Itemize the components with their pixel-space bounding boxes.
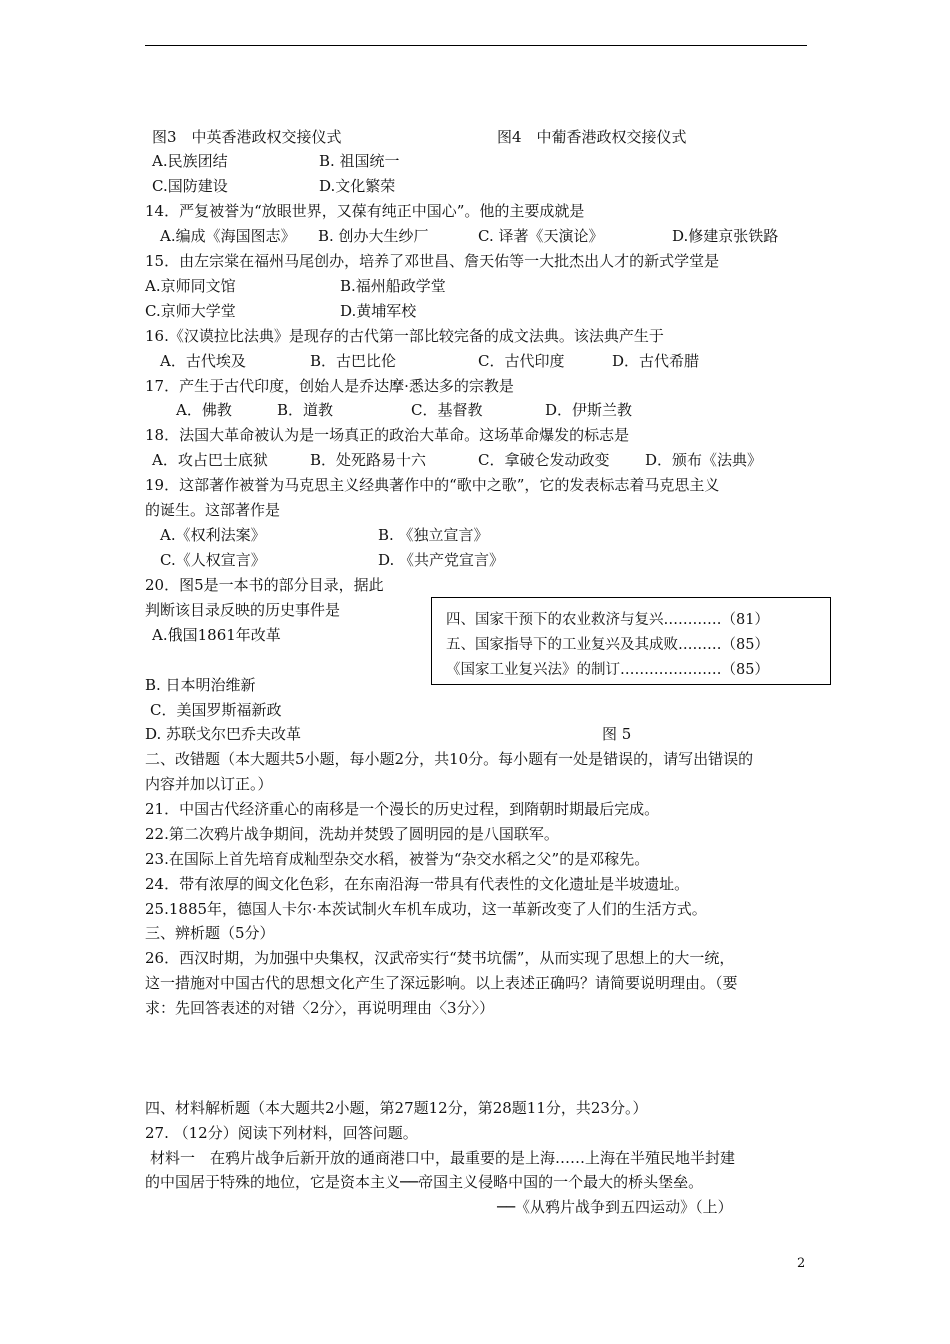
q15-option-a: A.京师同文馆: [145, 277, 236, 295]
q13-option-a: A.民族团结: [152, 152, 228, 170]
q13-option-d: D.文化繁荣: [319, 177, 396, 195]
header-rule: [145, 45, 807, 46]
q19-stem-line1: 19．这部著作被誉为马克思主义经典著作中的“歌中之歌”，它的发表标志着马克思主义: [145, 476, 720, 494]
q18-option-d: D．颁布《法典》: [645, 451, 763, 469]
section2-heading-line1: 二、改错题（本大题共5小题，每小题2分，共10分。每小题有一处是错误的，请写出错误的: [145, 750, 754, 768]
q20-option-b: B. 日本明治维新: [145, 676, 256, 694]
q15-option-d: D.黄埔军校: [340, 302, 417, 320]
toc-entry: 《国家工业复兴法》的制订…………………（85）: [446, 662, 769, 678]
fig4-caption: 图4 中葡香港政权交接仪式: [497, 128, 687, 146]
q18-stem: 18．法国大革命被认为是一场真正的政治大革命。这场革命爆发的标志是: [145, 426, 630, 444]
q14-option-c: C. 译著《天演论》: [478, 227, 604, 245]
q17-option-c: C．基督教: [411, 401, 483, 419]
q19-option-a: A.《权利法案》: [160, 526, 266, 544]
q17-option-b: B．道教: [277, 401, 334, 419]
q16-stem: 16.《汉谟拉比法典》是现存的古代第一部比较完备的成文法典。该法典产生于: [145, 327, 664, 345]
q16-option-a: A．古代埃及: [160, 352, 246, 370]
page-number: 2: [797, 1256, 806, 1271]
q20-stem-line2: 判断该目录反映的历史事件是: [145, 601, 341, 619]
q20-option-a: A.俄国1861年改革: [152, 626, 281, 644]
q15-option-b: B.福州船政学堂: [340, 277, 446, 295]
q26-line1: 26．西汉时期，为加强中央集权，汉武帝实行“焚书坑儒”，从而实现了思想上的大一统，: [145, 949, 735, 967]
material1-line1: 材料一 在鸦片战争后新开放的通商港口中，最重要的是上海……上海在半殖民地半封建: [150, 1149, 736, 1167]
q13-option-b: B. 祖国统一: [319, 152, 400, 170]
q26-line3: 求：先回答表述的对错〈2分〉，再说明理由〈3分〉）: [145, 999, 495, 1017]
q15-stem: 15．由左宗棠在福州马尾创办，培养了邓世昌、詹天佑等一大批杰出人才的新式学堂是: [145, 252, 720, 270]
toc-entry: 五、国家指导下的工业复兴及其成败………（85）: [446, 637, 769, 653]
q16-option-d: D．古代希腊: [612, 352, 700, 370]
q18-option-a: A．攻占巴士底狱: [152, 451, 268, 469]
material1-source: ──《从鸦片战争到五四运动》（上）: [497, 1198, 733, 1216]
q14-option-a: A.编成《海国图志》: [160, 227, 296, 245]
q15-option-c: C.京师大学堂: [145, 302, 236, 320]
figure5-table-of-contents: [431, 597, 831, 685]
q19-stem-line2: 的诞生。这部著作是: [145, 501, 281, 519]
q19-option-d: D. 《共产党宣言》: [378, 551, 505, 569]
figure5-label: 图 5: [602, 725, 632, 743]
q25: 25.1885年，德国人卡尔·本茨试制火车机车成功，这一革新改变了人们的生活方式。: [145, 900, 707, 918]
q16-option-c: C．古代印度: [478, 352, 565, 370]
q20-option-d: D. 苏联戈尔巴乔夫改革: [145, 725, 302, 743]
q20-option-c: C．美国罗斯福新政: [150, 701, 282, 719]
q19-option-b: B. 《独立宣言》: [378, 526, 489, 544]
q19-option-c: C.《人权宣言》: [160, 551, 266, 569]
q21: 21．中国古代经济重心的南移是一个漫长的历史过程，到隋朝时期最后完成。: [145, 800, 660, 818]
q17-stem: 17．产生于古代印度，创始人是乔达摩·悉达多的宗教是: [145, 377, 514, 395]
q26-line2: 这一措施对中国古代的思想文化产生了深远影响。以上表述正确吗？请简要说明理由。（要: [145, 974, 738, 992]
q24: 24．带有浓厚的闽文化色彩，在东南沿海一带具有代表性的文化遗址是半坡遗址。: [145, 875, 690, 893]
q14-stem: 14．严复被誉为“放眼世界，又葆有纯正中国心”。他的主要成就是: [145, 202, 585, 220]
section3-heading: 三、辨析题（5分）: [145, 924, 275, 942]
q18-option-b: B．处死路易十六: [310, 451, 427, 469]
q20-stem-line1: 20．图5是一本书的部分目录，据此: [145, 576, 384, 594]
q16-option-b: B．古巴比伦: [310, 352, 397, 370]
q13-option-c: C.国防建设: [152, 177, 228, 195]
q27-stem: 27. （12分）阅读下列材料，回答问题。: [145, 1124, 418, 1142]
q14-option-b: B. 创办大生纱厂: [318, 227, 429, 245]
q14-option-d: D.修建京张铁路: [672, 227, 779, 245]
toc-entry: 四、国家干预下的农业救济与复兴…………（81）: [446, 612, 769, 628]
material1-line2: 的中国居于特殊的地位，它是资本主义──帝国主义侵略中国的一个最大的桥头堡垒。: [145, 1173, 704, 1191]
q17-option-a: A．佛教: [176, 401, 232, 419]
q18-option-c: C．拿破仑发动政变: [478, 451, 610, 469]
q17-option-d: D．伊斯兰教: [545, 401, 633, 419]
q23: 23.在国际上首先培育成籼型杂交水稻，被誉为“杂交水稻之父”的是邓稼先。: [145, 850, 650, 868]
q22: 22.第二次鸦片战争期间，洗劫并焚毁了圆明园的是八国联军。: [145, 825, 559, 843]
fig3-caption: 图3 中英香港政权交接仪式: [152, 128, 342, 146]
section2-heading-line2: 内容并加以订正。）: [145, 775, 273, 793]
section4-heading: 四、材料解析题（本大题共2小题，第27题12分，第28题11分，共23分。）: [145, 1099, 648, 1117]
